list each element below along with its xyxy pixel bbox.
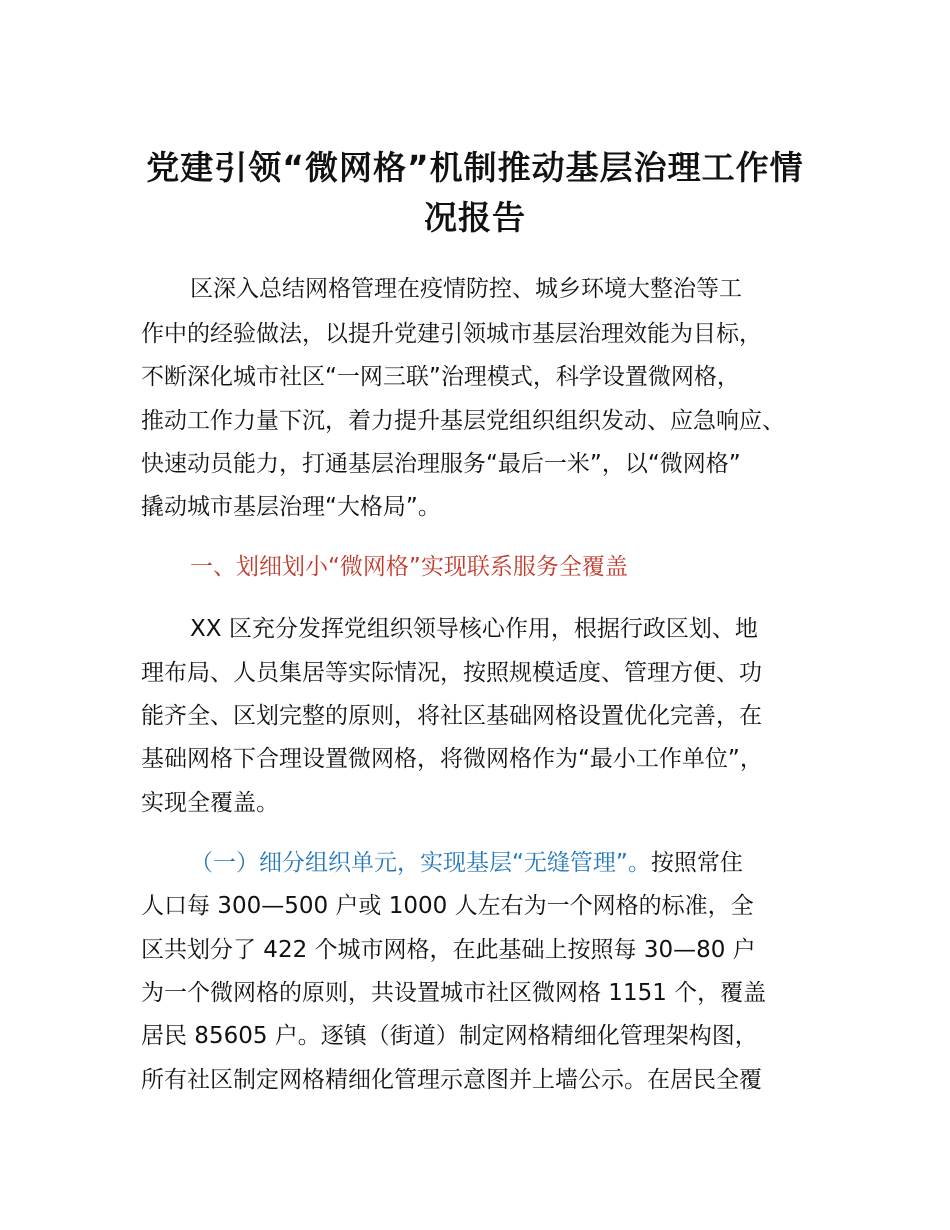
sub-section-1-line: 区共划分了 422 个城市网格，在此基础上按照每 30—80 户 [141, 937, 756, 963]
section-1-para-line: XX 区充分发挥党组织领导核心作用，根据行政区划、地 [190, 616, 758, 642]
intro-line: 作中的经验做法，以提升党建引领城市基层治理效能为目标， [141, 321, 762, 347]
document-title-line-2: 况报告 [424, 198, 526, 237]
section-1-para-line: 理布局、人员集居等实际情况，按照规模适度、管理方便、功 [141, 660, 762, 686]
section-1-para-line: 能齐全、区划完整的原则，将社区基础网格设置优化完善，在 [141, 703, 762, 729]
sub-section-1-line: 人口每 300—500 户或 1000 人左右为一个网格的标准，全 [141, 893, 754, 919]
intro-line: 快速动员能力，打通基层治理服务“最后一米”，以“微网格” [141, 451, 741, 477]
document-title-line-1: 党建引领“微网格”机制推动基层治理工作情 [146, 148, 804, 187]
sub-section-1-line: 为一个微网格的原则，共设置城市社区微网格 1151 个，覆盖 [141, 980, 767, 1006]
section-1-heading: 一、划细划小“微网格”实现联系服务全覆盖 [190, 554, 628, 580]
section-1-para-line: 实现全覆盖。 [141, 790, 279, 816]
sub-section-1-line: 所有社区制定网格精细化管理示意图并上墙公示。在居民全覆 [141, 1067, 762, 1093]
intro-line: 撬动城市基层治理“大格局”。 [141, 494, 441, 520]
intro-line: 不断深化城市社区“一网三联”治理模式，科学设置微网格， [141, 364, 740, 390]
sub-section-1-first-tail: 按照常住 [650, 850, 743, 876]
intro-line: 推动工作力量下沉，着力提升基层党组织组织发动、应急响应、 [141, 408, 785, 434]
sub-section-1-first-line [190, 847, 743, 879]
intro-line: 区深入总结网格管理在疫情防控、城乡环境大整治等工 [190, 276, 742, 302]
sub-section-1-heading: （一）细分组织单元，实现基层“无缝管理”。 [190, 850, 651, 876]
section-1-para-line: 基础网格下合理设置微网格，将微网格作为“最小工作单位”， [141, 746, 763, 772]
sub-section-1-line: 居民 85605 户。逐镇（街道）制定网格精细化管理架构图， [141, 1023, 758, 1049]
